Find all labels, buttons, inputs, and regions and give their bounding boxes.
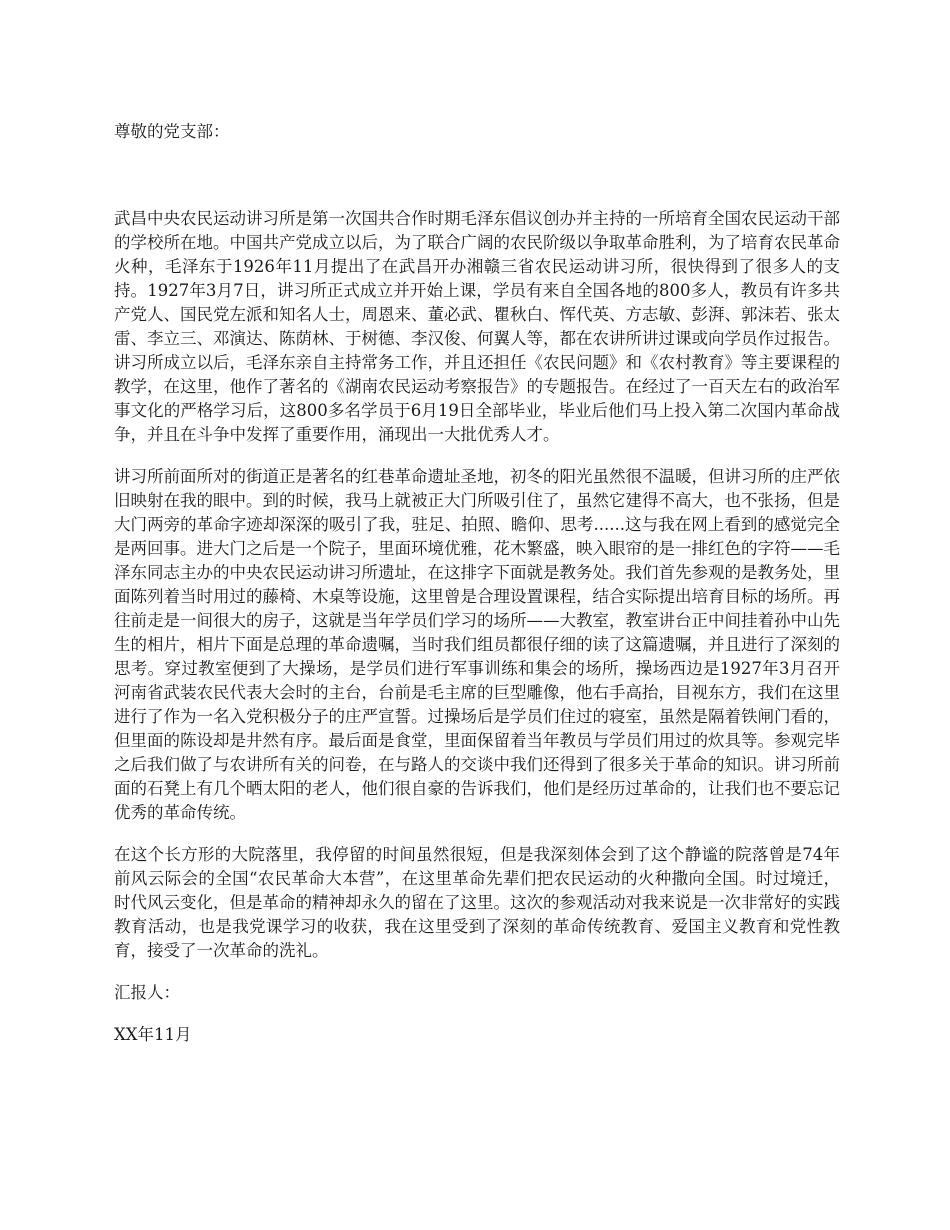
- letter-paragraph-3: 在这个长方形的大院落里，我停留的时间虽然很短，但是我深刻体会到了这个静谧的院落曾是74年前风云际会的全国“农民革命大本营”，在这里革命先辈们把农民运动的火种撒向全国。时过境迁，时代风云变化，但是革命的精神却永久的留在了这里。这次的参观活动对我来说是一次非常好的实践教育活动，也是我党课学习的收获，我在这里受到了深刻的革命传统教育、爱国主义教育和党性教育，接受了一次革命的洗礼。: [114, 845, 840, 960]
- letter-date: XX年11月: [114, 1025, 192, 1044]
- letter-paragraph-1: 武昌中央农民运动讲习所是第一次国共合作时期毛泽东倡议创办并主持的一所培育全国农民运动干部的学校所在地。中国共产党成立以后，为了联合广阔的农民阶级以争取革命胜利，为了培育农民革命火种，毛泽东于1926年11月提出了在武昌开办湘赣三省农民运动讲习所，很快得到了很多人的支持。1927年3月7日，讲习所正式成立并开始上课，学员有来自全国各地的800多人，教员有许多共产党人、国民党左派和知名人士，周恩来、董必武、瞿秋白、恽代英、方志敏、彭湃、郭沫若、张太雷、李立三、邓演达、陈荫林、于树德、李汉俊、何翼人等，都在农讲所讲过课或向学员作过报告。讲习所成立以后，毛泽东亲自主持常务工作，并且还担任《农民问题》和《农村教育》等主要课程的教学，在这里，他作了著名的《湖南农民运动考察报告》的专题报告。在经过了一百天左右的政治军事文化的严格学习后，这800多名学员于6月19日全部毕业，毕业后他们马上投入第二次国内革命战争，并且在斗争中发挥了重要作用，涌现出一大批优秀人才。: [114, 209, 840, 444]
- letter-page: [114, 120, 840, 1065]
- letter-paragraph-2: 讲习所前面所对的街道正是著名的红巷革命遗址圣地，初冬的阳光虽然很不温暖，但讲习所的庄严依旧映射在我的眼中。到的时候，我马上就被正大门所吸引住了，虽然它建得不高大，也不张扬，但是大门两旁的革命字迹却深深的吸引了我，驻足、拍照、瞻仰、思考......这与我在网上看到的感觉完全是两回事。进大门之后是一个院子，里面环境优雅，花木繁盛，映入眼帘的是一排红色的字符——毛泽东同志主办的中央农民运动讲习所遗址，在这排字下面就是教务处。我们首先参观的是教务处，里面陈列着当时用过的藤椅、木桌等设施，这里曾是合理设置课程，结合实际提出培育目标的场所。再往前走是一间很大的房子，这就是当年学员们学习的场所——大教室，教室讲台正中间挂着孙中山先生的相片，相片下面是总理的革命遗嘱，当时我们组员都很仔细的读了这篇遗嘱，并且进行了深刻的思考。穿过教室便到了大操场，是学员们进行军事训练和集会的场所，操场西边是1927年3月召开河南省武装农民代表大会时的主台，台前是毛主席的巨型雕像，他右手高抬，目视东方，我们在这里进行了作为一名入党积极分子的庄严宣誓。过操场后是学员们住过的寝室，虽然是隔着铁闸门看的，但里面的陈设却是井然有序。最后面是食堂，里面保留着当年教员与学员们用过的炊具等。参观完毕之后我们做了与农讲所有关的问卷，在与路人的交谈中我们还得到了很多关于革命的知识。讲习所前面的石凳上有几个晒太阳的老人，他们很自豪的告诉我们，他们是经历过革命的，让我们也不要忘记优秀的革命传统。: [114, 467, 840, 822]
- letter-greeting: 尊敬的党支部：: [114, 122, 230, 141]
- reporter-label: 汇报人：: [114, 983, 180, 1002]
